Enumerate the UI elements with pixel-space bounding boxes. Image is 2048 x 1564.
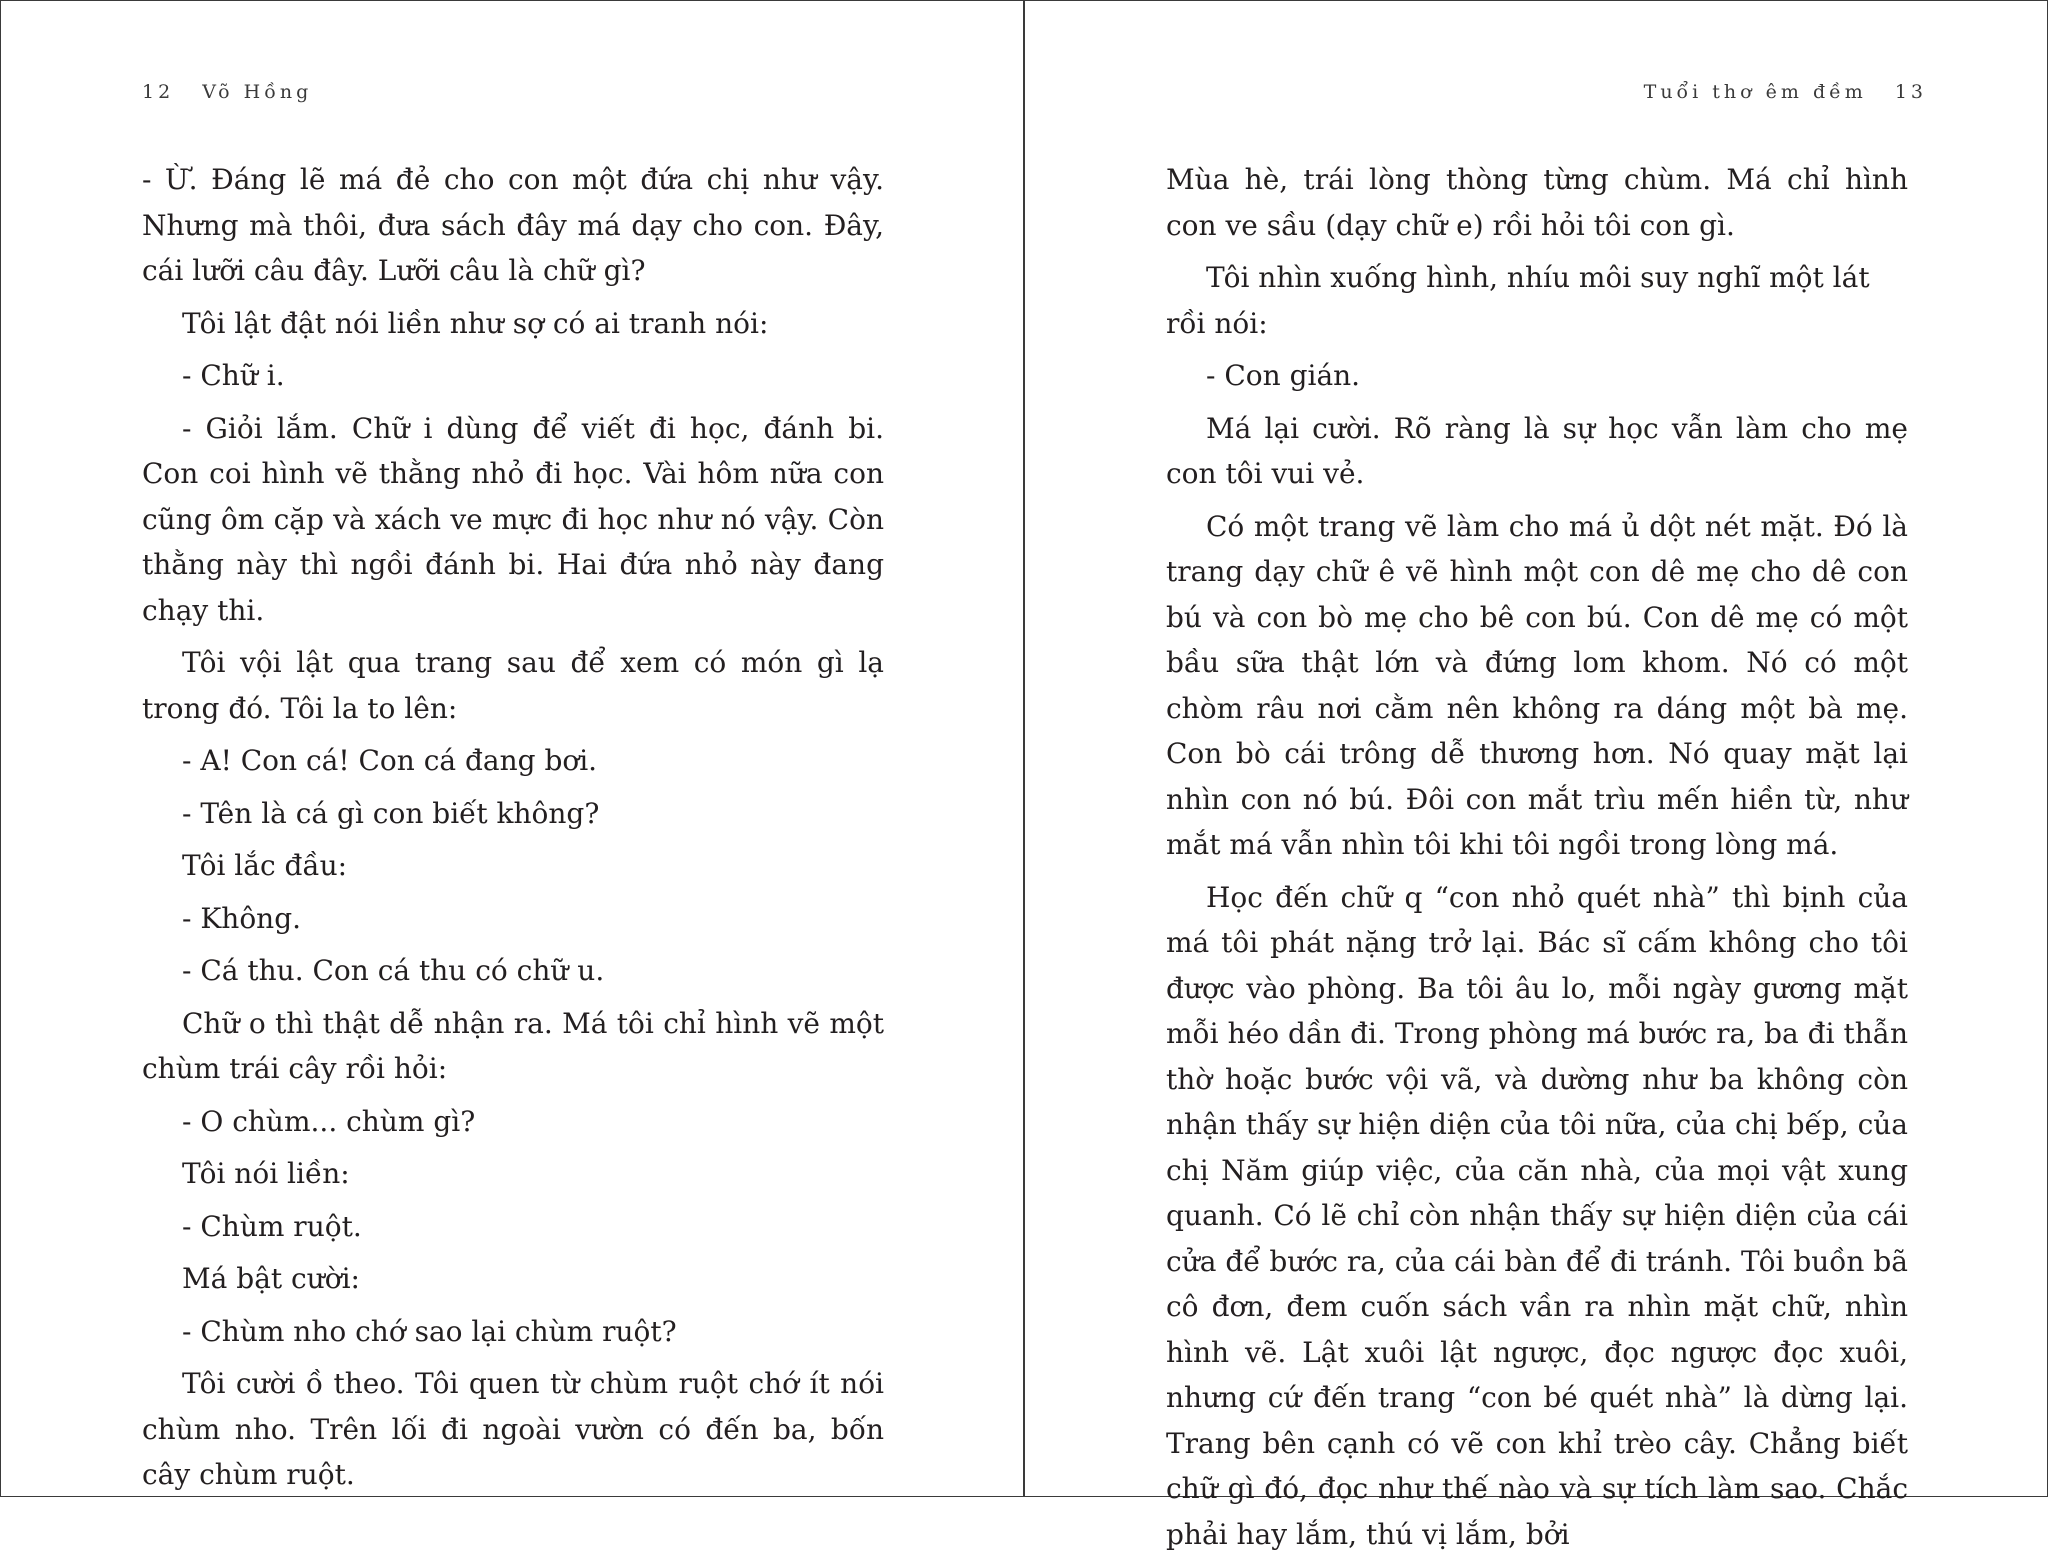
page-number-right: 13 bbox=[1894, 81, 1927, 103]
paragraph: Tôi lật đật nói liền như sợ có ai tranh nói: bbox=[182, 306, 769, 340]
paragraph: - Chữ i. bbox=[182, 359, 285, 392]
paragraph: Má bật cười: bbox=[182, 1262, 360, 1295]
paragraph: - Ừ. Đáng lẽ má đẻ cho con một đứa chị như vậy. Nhưng mà thôi, đưa sách đây má dạy cho con. Đây, cái lưỡi câu đây. Lưỡi câu là chữ gì? bbox=[142, 163, 884, 287]
paragraph: Tôi lắc đầu: bbox=[182, 849, 348, 882]
right-running-header bbox=[1644, 81, 1927, 103]
paragraph: Học đến chữ q “con nhỏ quét nhà” thì bịnh của má tôi phát nặng trở lại. Bác sĩ cấm không cho tôi được vào phòng. Ba tôi âu lo, mỗi ngày gương mặt mỗi héo dần đi. Trong phòng má bước ra, ba đi thẫn thờ hoặc bước vội vã, và dường như ba không còn nhận thấy sự hiện diện của tôi nữa, của chị bếp, của chị Năm giúp việc, của căn nhà, của mọi vật xung quanh. Có lẽ chỉ còn nhận thấy sự hiện diện của cái cửa để bước ra, của cái bàn để đi tránh. Tôi buồn bã cô đơn, đem cuốn sách vần ra nhìn mặt chữ, nhìn hình vẽ. Lật xuôi lật ngược, đọc ngược đọc xuôi, nhưng cứ đến trang “con bé quét nhà” là dừng lại. Trang bên cạnh có vẽ con khỉ trèo cây. Chẳng biết chữ gì đó, đọc như thế nào và sự tích làm sao. Chắc phải hay lắm, thú vị lắm, bởi bbox=[1166, 880, 1908, 1551]
paragraph: - Cá thu. Con cá thu có chữ u. bbox=[182, 954, 605, 987]
paragraph: Có một trang vẽ làm cho má ủ dột nét mặt. Đó là trang dạy chữ ê vẽ hình một con dê mẹ cho dê con bú và con bò mẹ cho bê con bú. Con dê mẹ có một bầu sữa thật lớn và đứng lom khom. Nó có một chòm râu nơi cằm nên không ra dáng một bà mẹ. Con bò cái trông dễ thương hơn. Nó quay mặt lại nhìn con nó bú. Đôi con mắt trìu mến hiền từ, như mắt má vẫn nhìn tôi khi tôi ngồi trong lòng má. bbox=[1166, 509, 1908, 861]
page-number-left: 12 bbox=[142, 81, 175, 103]
right-page-body bbox=[1166, 157, 1908, 1564]
paragraph: Tôi nói liền: bbox=[182, 1157, 350, 1190]
left-running-header bbox=[142, 81, 312, 103]
paragraph: - Chùm ruột. bbox=[182, 1209, 362, 1243]
left-page bbox=[1, 1, 1023, 1496]
chapter-running-head: Tuổi thơ êm đềm bbox=[1643, 81, 1867, 103]
paragraph: - Giỏi lắm. Chữ i dùng để viết đi học, đánh bi. Con coi hình vẽ thằng nhỏ đi học. Vài hôm nữa con cũng ôm cặp và xách ve mực đi học như nó vậy. Còn thằng này thì ngồi đánh bi. Hai đứa nhỏ này đang chạy thi. bbox=[142, 411, 884, 627]
paragraph: Tôi nhìn xuống hình, nhíu môi suy nghĩ một lát rồi nói: bbox=[1166, 261, 1870, 340]
paragraph: Tôi vội lật qua trang sau để xem có món gì lạ trong đó. Tôi la to lên: bbox=[142, 646, 884, 725]
paragraph: Chữ o thì thật dễ nhận ra. Má tôi chỉ hình vẽ một chùm trái cây rồi hỏi: bbox=[142, 1006, 884, 1085]
paragraph: - Con gián. bbox=[1206, 359, 1361, 392]
paragraph: - Không. bbox=[182, 901, 302, 935]
paragraph: Má lại cười. Rõ ràng là sự học vẫn làm cho mẹ con tôi vui vẻ. bbox=[1166, 411, 1908, 490]
right-page bbox=[1025, 1, 2047, 1551]
author-running-head: Võ Hồng bbox=[202, 81, 313, 103]
left-page-body bbox=[142, 157, 884, 1505]
paragraph: Mùa hè, trái lòng thòng từng chùm. Má chỉ hình con ve sầu (dạy chữ e) rồi hỏi tôi con gì. bbox=[1166, 163, 1908, 242]
paragraph: - Tên là cá gì con biết không? bbox=[182, 796, 600, 830]
paragraph: - A! Con cá! Con cá đang bơi. bbox=[182, 744, 598, 777]
paragraph: - O chùm... chùm gì? bbox=[182, 1104, 476, 1138]
paragraph: - Chùm nho chớ sao lại chùm ruột? bbox=[182, 1314, 677, 1348]
paragraph: Tôi cười ồ theo. Tôi quen từ chùm ruột chớ ít nói chùm nho. Trên lối đi ngoài vườn có đến ba, bốn cây chùm ruột. bbox=[142, 1367, 884, 1491]
